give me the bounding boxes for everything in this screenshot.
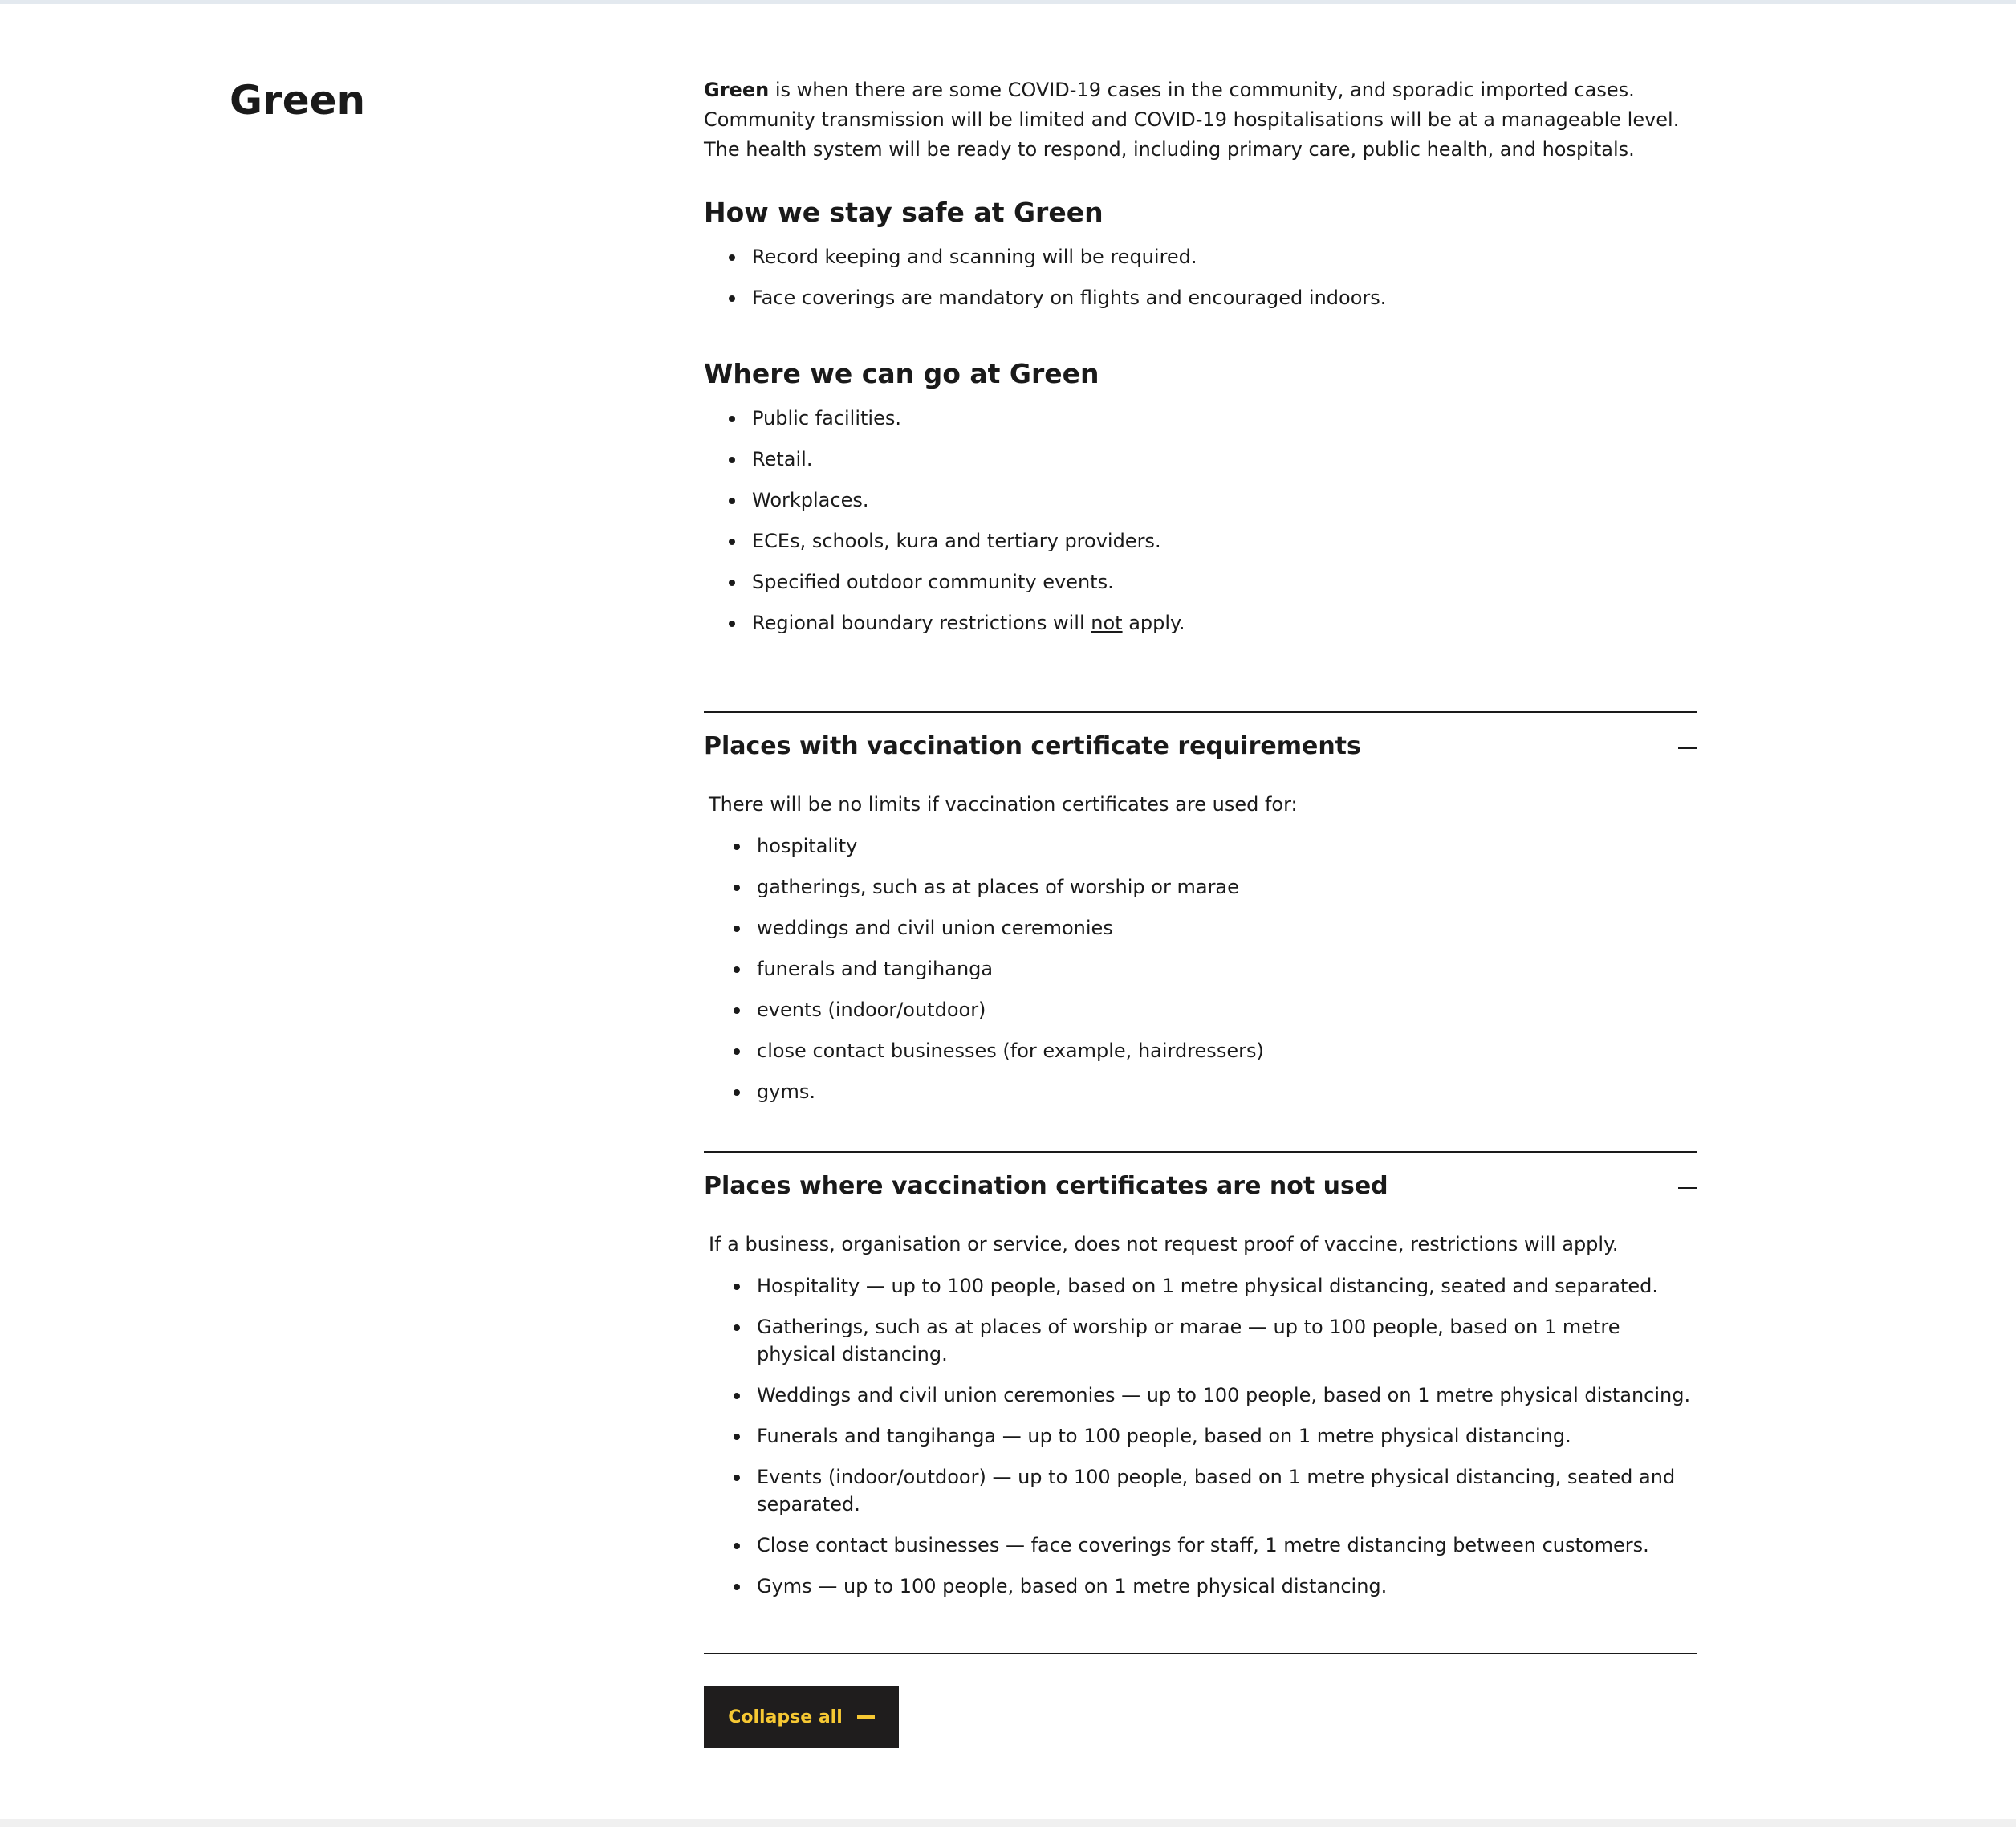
accordion-body [709, 791, 1696, 1119]
intro-lead-rest: is when there are some COVID-19 cases in the community, and sporadic imported cases. [769, 79, 1635, 101]
intro-paragraph [704, 75, 1699, 165]
where-go-list [704, 405, 1699, 637]
accordion-divider [704, 1653, 1697, 1654]
accordion-list [709, 832, 1696, 1105]
list-item: gatherings, such as at places of worship or marae [757, 873, 1696, 901]
list-item: Funerals and tangihanga — up to 100 people, based on 1 metre physical distancing. [757, 1422, 1696, 1450]
list-item: weddings and civil union ceremonies [757, 914, 1696, 942]
list-item: Weddings and civil union ceremonies — up to 100 people, based on 1 metre physical distancing. [757, 1381, 1696, 1409]
list-item: Public facilities. [752, 405, 1699, 432]
intro-lead-bold: Green [704, 79, 770, 101]
minus-icon[interactable] [1678, 1187, 1697, 1189]
list-item: Close contact businesses — face coverings for staff, 1 metre distancing between customers. [757, 1532, 1696, 1559]
intro-line-2: Community transmission will be limited and COVID-19 hospitalisations will be at a manageable level. [704, 108, 1680, 131]
collapse-all-label: Collapse all [728, 1707, 843, 1727]
list-item: Face coverings are mandatory on flights and encouraged indoors. [752, 284, 1699, 311]
list-item: close contact businesses (for example, hairdressers) [757, 1037, 1696, 1064]
list-item-text: Regional boundary restrictions will [752, 612, 1091, 634]
list-item: events (indoor/outdoor) [757, 996, 1696, 1023]
where-go-heading: Where we can go at Green [704, 358, 1099, 389]
list-item: funerals and tangihanga [757, 955, 1696, 983]
accordion-title[interactable]: Places with vaccination certificate requirements [704, 732, 1361, 760]
accordion-divider [704, 711, 1697, 713]
stay-safe-list [704, 243, 1699, 311]
collapse-all-button[interactable] [704, 1686, 899, 1748]
list-item-text: apply. [1122, 612, 1185, 634]
list-item: Workplaces. [752, 486, 1699, 514]
list-item: gyms. [757, 1078, 1696, 1105]
accordion-list [709, 1272, 1696, 1600]
minus-icon[interactable] [1678, 747, 1697, 749]
page-title: Green [230, 77, 366, 124]
accordion-divider [704, 1151, 1697, 1153]
emphasis-not: not [1091, 612, 1123, 634]
accordion-intro: If a business, organisation or service, does not request proof of vaccine, restrictions will apply. [709, 1233, 1619, 1255]
list-item: hospitality [757, 832, 1696, 860]
list-item: Events (indoor/outdoor) — up to 100 people, based on 1 metre physical distancing, seated and separated. [757, 1463, 1696, 1518]
accordion-body [709, 1231, 1696, 1613]
list-item: Record keeping and scanning will be required. [752, 243, 1699, 271]
accordion-title[interactable]: Places where vaccination certificates are not used [704, 1172, 1388, 1200]
list-item: ECEs, schools, kura and tertiary providers. [752, 527, 1699, 555]
intro-line-3: The health system will be ready to respond, including primary care, public health, and hospitals. [704, 138, 1635, 161]
accordion-intro: There will be no limits if vaccination certificates are used for: [709, 793, 1298, 816]
list-item: Retail. [752, 446, 1699, 473]
top-border [0, 0, 2016, 4]
stay-safe-heading: How we stay safe at Green [704, 197, 1104, 228]
list-item: Gyms — up to 100 people, based on 1 metre physical distancing. [757, 1573, 1696, 1600]
minus-icon [857, 1715, 875, 1719]
main-content [704, 75, 1699, 650]
bottom-border [0, 1819, 2016, 1827]
list-item: Gatherings, such as at places of worship or marae — up to 100 people, based on 1 metre physical distancing. [757, 1313, 1696, 1368]
list-item: Hospitality — up to 100 people, based on 1 metre physical distancing, seated and separated. [757, 1272, 1696, 1300]
list-item: Specified outdoor community events. [752, 568, 1699, 596]
list-item [752, 609, 1699, 637]
